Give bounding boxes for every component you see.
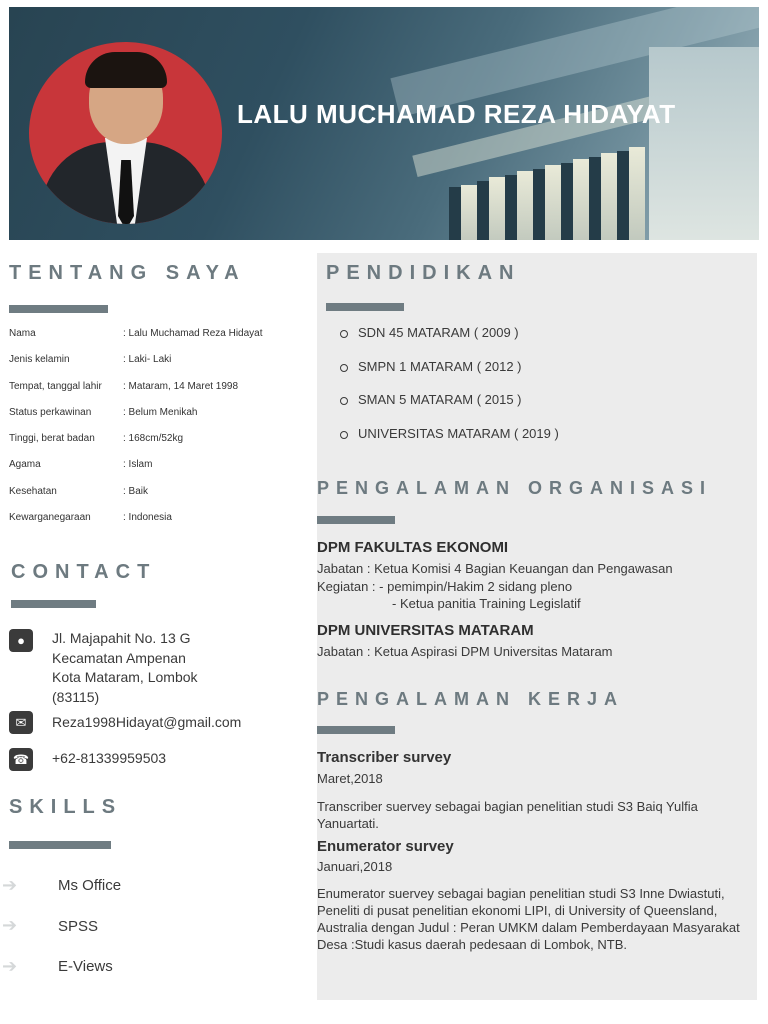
contact-phone[interactable]: +62-81339959503 (52, 750, 167, 766)
organization-title-bar (317, 516, 395, 524)
arrow-right-icon: ➔ (2, 956, 18, 976)
about-value: : Baik (123, 485, 149, 497)
about-value: : Mataram, 14 Maret 1998 (123, 380, 239, 392)
arrow-right-icon: ➔ (2, 915, 18, 935)
about-value: : Islam (123, 459, 153, 471)
address-line: (83115) (52, 688, 100, 705)
phone-icon: ☎ (9, 748, 33, 771)
org-line: Jabatan : Ketua Komisi 4 Bagian Keuangan dan Pengawasan (317, 561, 673, 576)
education-item: UNIVERSITAS MATARAM ( 2019 ) (340, 426, 559, 460)
about-value: : Indonesia (123, 512, 172, 524)
about-key: Status perkawinan (9, 406, 92, 418)
job-description: Transcriber suervey sebagai bagian penelitian studi S3 Baiq Yulfia Yanuartati. (317, 799, 698, 831)
about-table (9, 328, 309, 538)
about-title-bar (9, 305, 108, 313)
address-line: Kecamatan Ampenan (52, 649, 186, 666)
education-title: PENDIDIKAN (326, 262, 521, 284)
organization-title: PENGALAMAN ORGANISASI (317, 478, 713, 498)
about-row (9, 328, 309, 354)
org-line: - Ketua panitia Training Legislatif (392, 596, 581, 611)
about-row (9, 486, 309, 512)
address-line: Kota Mataram, Lombok (52, 669, 198, 685)
job-date: Januari,2018 (317, 859, 393, 874)
arrow-right-icon: ➔ (2, 875, 18, 895)
education-item: SMAN 5 MATARAM ( 2015 ) (340, 392, 559, 426)
full-name: LALU MUCHAMAD REZA HIDAYAT (237, 99, 676, 129)
education-item: SDN 45 MATARAM ( 2009 ) (340, 325, 559, 359)
profile-photo (29, 42, 222, 224)
about-key: Kesehatan (9, 485, 57, 497)
about-key: Kewarganegaraan (9, 512, 91, 524)
job-title: Enumerator survey (317, 838, 454, 855)
contact-email[interactable]: Reza1998Hidayat@gmail.com (52, 714, 242, 730)
skill-item: E-Views (58, 958, 113, 975)
education-title-bar (326, 303, 404, 311)
skills-title: SKILLS (9, 796, 123, 818)
about-row (9, 354, 309, 380)
about-value: : Laki- Laki (123, 354, 172, 366)
org-line: Jabatan : Ketua Aspirasi DPM Universitas Mataram (317, 644, 613, 659)
skill-item: SPSS (58, 918, 99, 935)
job-title: Transcriber survey (317, 749, 452, 766)
about-row (9, 407, 309, 433)
org-line: Kegiatan : - pemimpin/Hakim 2 sidang pleno (317, 579, 573, 594)
about-row (9, 381, 309, 407)
address-line: Jl. Majapahit No. 13 G (52, 630, 191, 646)
education-list (340, 325, 559, 459)
about-key: Tinggi, berat badan (9, 433, 95, 445)
about-key: Agama (9, 459, 41, 471)
header-bg-slats (449, 147, 759, 240)
skill-item: Ms Office (58, 877, 122, 894)
contact-address (52, 629, 198, 707)
about-key: Jenis kelamin (9, 354, 70, 366)
org-name: DPM UNIVERSITAS MATARAM (317, 622, 534, 639)
envelope-icon: ✉ (9, 711, 33, 734)
about-value: : Belum Menikah (123, 406, 198, 418)
about-key: Tempat, tanggal lahir (9, 380, 102, 392)
work-title-bar (317, 726, 395, 734)
about-row (9, 512, 309, 538)
work-title: PENGALAMAN KERJA (317, 689, 625, 709)
education-item: SMPN 1 MATARAM ( 2012 ) (340, 359, 559, 393)
org-name: DPM FAKULTAS EKONOMI (317, 539, 509, 556)
contact-title-bar (11, 600, 96, 608)
about-row (9, 433, 309, 459)
contact-title: CONTACT (11, 561, 157, 583)
about-row (9, 459, 309, 485)
job-date: Maret,2018 (317, 771, 383, 786)
about-key: Nama (9, 328, 36, 339)
about-value: : Lalu Muchamad Reza Hidayat (123, 328, 263, 339)
job-description: Enumerator suervey sebagai bagian penelitian studi S3 Inne Dwiastuti, Peneliti di pusat penelitian ekonomi LIPI, di University of Queensland, Australia dengan Judul : Peran UMKM dalam Pemberdayaan Masyarakat Desa :Studi kasus daerah pedesaan di Lombok, NTB. (317, 886, 740, 952)
skills-title-bar (9, 841, 111, 849)
about-value: : 168cm/52kg (123, 433, 184, 445)
about-title: TENTANG SAYA (9, 262, 246, 284)
map-pin-icon: ● (9, 629, 33, 652)
